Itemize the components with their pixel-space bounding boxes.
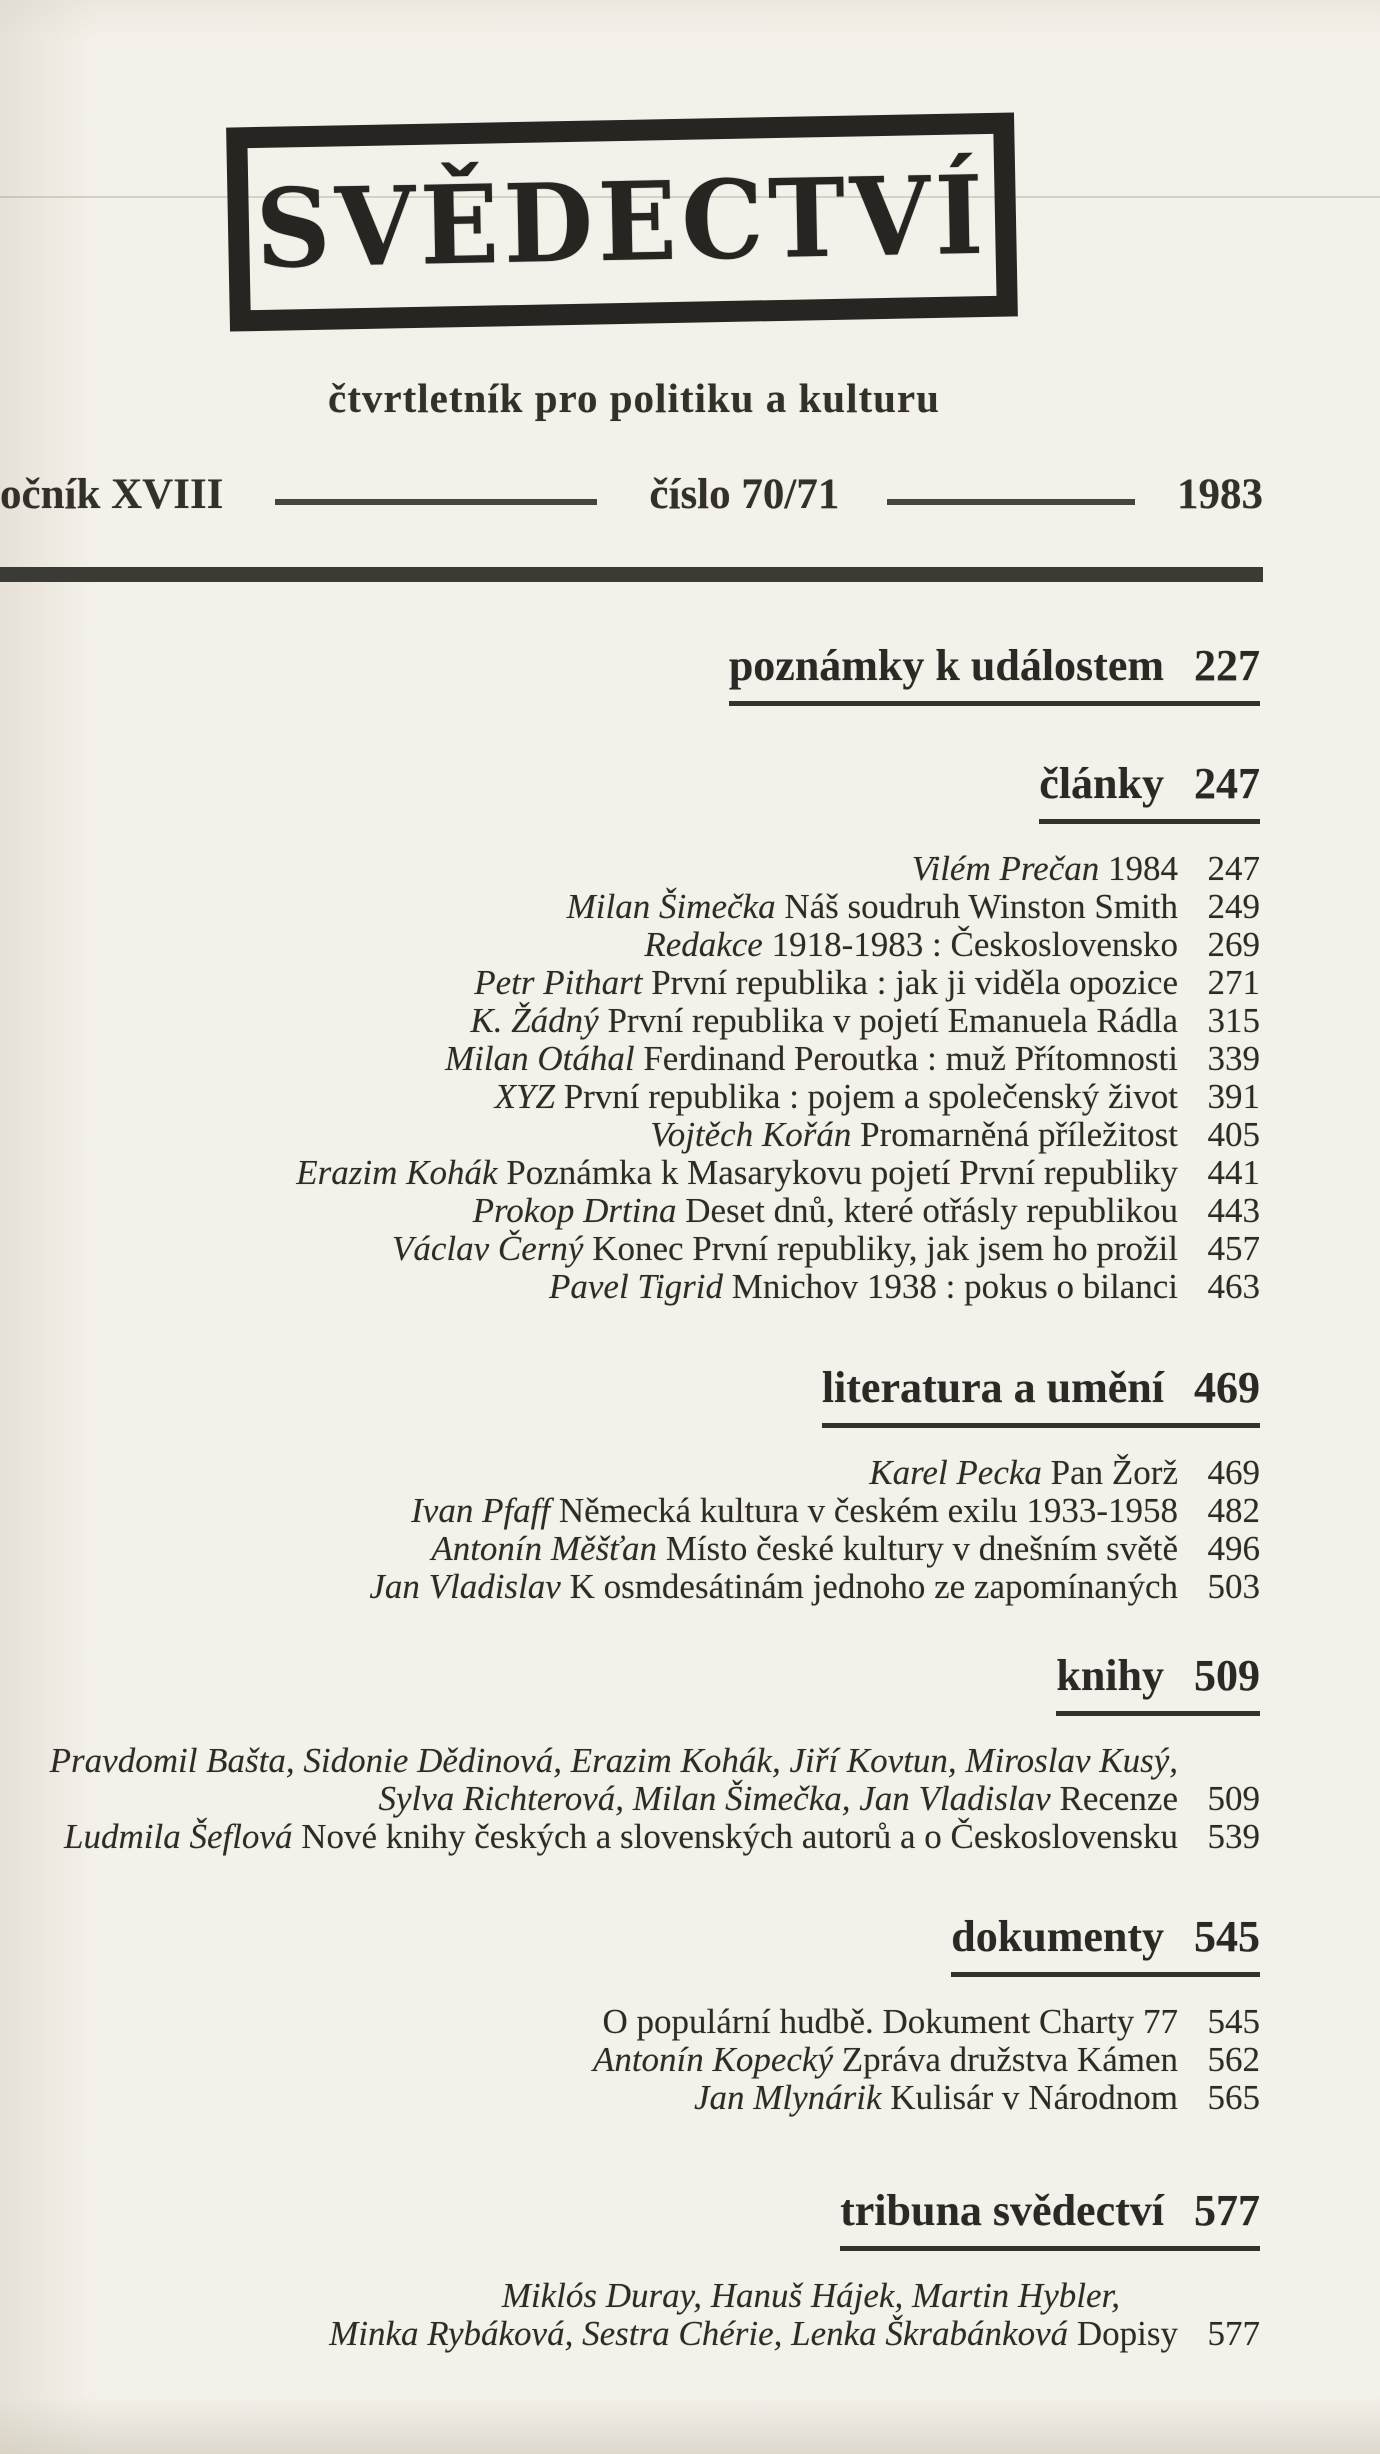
entry-author: Antonín Kopecký bbox=[592, 2040, 833, 2079]
toc-entry bbox=[0, 1230, 1260, 1268]
section-header bbox=[822, 1362, 1260, 1428]
entry-title: První republika : jak ji viděla opozice bbox=[651, 963, 1178, 1002]
section-page-number: 247 bbox=[1194, 759, 1260, 808]
entry-author: Ivan Pfaff bbox=[411, 1491, 551, 1530]
section-header bbox=[1056, 1650, 1260, 1716]
entry-page-number: 249 bbox=[1207, 887, 1260, 926]
section-page-number: 577 bbox=[1194, 2186, 1260, 2235]
section-knihy bbox=[0, 1650, 1260, 1856]
toc-entry bbox=[0, 1116, 1260, 1154]
section-title: literatura a umění bbox=[821, 1363, 1164, 1412]
toc-entry bbox=[0, 1002, 1260, 1040]
entry-page-number: 469 bbox=[1207, 1453, 1260, 1492]
entry-title: Náš soudruh Winston Smith bbox=[784, 887, 1178, 926]
section-page-number: 469 bbox=[1194, 1363, 1260, 1412]
entry-text bbox=[694, 2079, 1178, 2117]
entry-author: Pravdomil Bašta, Sidonie Dědinová, Erazim Kohák, Jiří Kovtun, Miroslav Kusý, bbox=[49, 1741, 1178, 1780]
entry-page-number: 539 bbox=[1207, 1817, 1260, 1856]
entry-title: Kulisár v Národnom bbox=[890, 2078, 1178, 2117]
section-title: tribuna svědectví bbox=[840, 2186, 1164, 2235]
entry-author: Redakce bbox=[644, 925, 763, 964]
entry-text bbox=[473, 1192, 1178, 1230]
entry-page-number: 441 bbox=[1207, 1153, 1260, 1192]
entry-page-number: 496 bbox=[1207, 1529, 1260, 1568]
entry-text bbox=[296, 1154, 1178, 1192]
entry-author: Petr Pithart bbox=[474, 963, 643, 1002]
toc-entry bbox=[0, 926, 1260, 964]
section-entries bbox=[0, 2277, 1260, 2353]
entry-text bbox=[502, 2277, 1120, 2315]
section-header bbox=[951, 1911, 1260, 1977]
section-entries bbox=[0, 2003, 1260, 2117]
section-entries bbox=[0, 1742, 1260, 1856]
entry-page-number: 577 bbox=[1207, 2314, 1260, 2353]
entry-author: Jan Vladislav bbox=[369, 1567, 561, 1606]
section-literatura bbox=[0, 1362, 1260, 1606]
entry-text bbox=[378, 1780, 1178, 1818]
entry-title: Ferdinand Peroutka : muž Přítomnosti bbox=[643, 1039, 1178, 1078]
section-title: články bbox=[1039, 759, 1164, 808]
section-tribuna bbox=[0, 2185, 1260, 2353]
entry-author: Minka Rybáková, Sestra Chérie, Lenka Škrabánková bbox=[329, 2314, 1069, 2353]
entry-page-number: 562 bbox=[1207, 2040, 1260, 2079]
entry-text bbox=[369, 1568, 1178, 1606]
toc-entry bbox=[0, 1742, 1260, 1780]
header-divider-rule bbox=[0, 567, 1263, 582]
table-of-contents bbox=[0, 640, 1260, 2353]
entry-author: Milan Šimečka bbox=[566, 887, 776, 926]
entry-author: Karel Pecka bbox=[869, 1453, 1042, 1492]
entry-title: Poznámka k Masarykovu pojetí První republiky bbox=[506, 1153, 1178, 1192]
toc-entry bbox=[0, 1040, 1260, 1078]
entry-text bbox=[644, 926, 1178, 964]
entry-title: Zpráva družstva Kámen bbox=[841, 2040, 1178, 2079]
entry-title: Konec První republiky, jak jsem ho prožil bbox=[592, 1229, 1178, 1268]
volume-issue-line bbox=[0, 470, 1263, 519]
entry-page-number: 503 bbox=[1207, 1567, 1260, 1606]
section-entries bbox=[0, 850, 1260, 1306]
section-title: knihy bbox=[1056, 1651, 1164, 1700]
section-title: poznámky k událostem bbox=[728, 641, 1164, 690]
toc-entry bbox=[0, 2079, 1260, 2117]
entry-author: Jan Mlynárik bbox=[693, 2078, 882, 2117]
entry-author: Erazim Kohák bbox=[296, 1153, 498, 1192]
entry-page-number: 443 bbox=[1207, 1191, 1260, 1230]
toc-entry bbox=[0, 1268, 1260, 1306]
entry-text bbox=[567, 888, 1178, 926]
entry-author: Ludmila Šeflová bbox=[64, 1817, 293, 1856]
toc-entry bbox=[0, 1454, 1260, 1492]
entry-page-number: 269 bbox=[1207, 925, 1260, 964]
entry-title: Recenze bbox=[1059, 1779, 1178, 1818]
entry-author: Sylva Richterová, Milan Šimečka, Jan Vladislav bbox=[378, 1779, 1051, 1818]
toc-entry bbox=[0, 1780, 1260, 1818]
entry-title: První republika v pojetí Emanuela Rádla bbox=[607, 1001, 1178, 1040]
magazine-title: SVĚDECTVÍ bbox=[254, 151, 990, 293]
entry-text bbox=[411, 1492, 1178, 1530]
masthead-logo-box bbox=[226, 112, 1018, 331]
toc-entry bbox=[0, 1568, 1260, 1606]
entry-text bbox=[431, 1530, 1178, 1568]
toc-entry bbox=[0, 1154, 1260, 1192]
entry-page-number: 405 bbox=[1207, 1115, 1260, 1154]
entry-text bbox=[869, 1454, 1178, 1492]
toc-entry bbox=[0, 1818, 1260, 1856]
entry-text bbox=[603, 2003, 1178, 2041]
toc-entry bbox=[0, 850, 1260, 888]
toc-entry bbox=[0, 2315, 1260, 2353]
entry-title: K osmdesátinám jednoho ze zapomínaných bbox=[569, 1567, 1178, 1606]
toc-entry bbox=[0, 2003, 1260, 2041]
entry-title: Nové knihy českých a slovenských autorů a o Československu bbox=[301, 1817, 1178, 1856]
entry-page-number: 391 bbox=[1207, 1077, 1260, 1116]
entry-text bbox=[593, 2041, 1178, 2079]
entry-text bbox=[445, 1040, 1178, 1078]
entry-page-number: 545 bbox=[1207, 2002, 1260, 2041]
entry-author: Vilém Prečan bbox=[911, 849, 1100, 888]
entry-author: Václav Černý bbox=[391, 1229, 584, 1268]
entry-page-number: 271 bbox=[1207, 963, 1260, 1002]
entry-text bbox=[912, 850, 1178, 888]
entry-text bbox=[50, 1742, 1178, 1780]
entry-text bbox=[495, 1078, 1178, 1116]
entry-page-number: 339 bbox=[1207, 1039, 1260, 1078]
issue-label: číslo 70/71 bbox=[649, 471, 840, 518]
section-poznamky bbox=[0, 640, 1260, 706]
entry-text bbox=[650, 1116, 1178, 1154]
entry-text bbox=[392, 1230, 1178, 1268]
toc-entry bbox=[0, 1078, 1260, 1116]
section-header bbox=[729, 640, 1260, 706]
entry-text bbox=[329, 2315, 1178, 2353]
section-page-number: 227 bbox=[1194, 641, 1260, 690]
toc-entry bbox=[0, 1192, 1260, 1230]
volume-label: očník XVIII bbox=[0, 471, 224, 518]
entry-text bbox=[474, 964, 1178, 1002]
entry-title: 1918-1983 : Československo bbox=[771, 925, 1178, 964]
entry-author: Antonín Měšťan bbox=[431, 1529, 657, 1568]
entry-text bbox=[64, 1818, 1178, 1856]
entry-author: Pavel Tigrid bbox=[549, 1267, 724, 1306]
entry-title: 1984 bbox=[1108, 849, 1178, 888]
toc-entry bbox=[0, 2041, 1260, 2079]
divider-rule bbox=[887, 499, 1135, 505]
entry-text bbox=[470, 1002, 1178, 1040]
toc-entry bbox=[0, 2277, 1260, 2315]
section-page-number: 509 bbox=[1194, 1651, 1260, 1700]
toc-entry bbox=[0, 1492, 1260, 1530]
section-dokumenty bbox=[0, 1911, 1260, 2117]
entry-title: Promarněná příležitost bbox=[860, 1115, 1178, 1154]
toc-entry bbox=[0, 1530, 1260, 1568]
entry-author: Miklós Duray, Hanuš Hájek, Martin Hybler, bbox=[501, 2276, 1120, 2315]
entry-author: XYZ bbox=[494, 1077, 555, 1116]
toc-entry bbox=[0, 964, 1260, 1002]
section-entries bbox=[0, 1454, 1260, 1606]
magazine-subtitle: čtvrtletník pro politiku a kulturu bbox=[328, 375, 940, 421]
toc-entry bbox=[0, 888, 1260, 926]
entry-author: Milan Otáhal bbox=[444, 1039, 635, 1078]
entry-title: Místo české kultury v dnešním světě bbox=[665, 1529, 1178, 1568]
entry-title: Německá kultura v českém exilu 1933-1958 bbox=[558, 1491, 1178, 1530]
entry-title: O populární hudbě. Dokument Charty 77 bbox=[602, 2002, 1178, 2041]
entry-page-number: 509 bbox=[1207, 1779, 1260, 1818]
divider-rule bbox=[275, 499, 597, 505]
entry-title: Dopisy bbox=[1076, 2314, 1178, 2353]
section-clanky bbox=[0, 758, 1260, 1306]
entry-page-number: 565 bbox=[1207, 2078, 1260, 2117]
entry-author: Vojtěch Kořán bbox=[650, 1115, 852, 1154]
entry-page-number: 457 bbox=[1207, 1229, 1260, 1268]
section-title: dokumenty bbox=[951, 1912, 1164, 1961]
entry-page-number: 482 bbox=[1207, 1491, 1260, 1530]
year-label: 1983 bbox=[1177, 471, 1263, 518]
entry-author: Prokop Drtina bbox=[472, 1191, 677, 1230]
entry-page-number: 463 bbox=[1207, 1267, 1260, 1306]
entry-page-number: 247 bbox=[1207, 849, 1260, 888]
entry-author: K. Žádný bbox=[470, 1001, 599, 1040]
section-page-number: 545 bbox=[1194, 1912, 1260, 1961]
entry-title: První republika : pojem a společenský život bbox=[563, 1077, 1178, 1116]
entry-title: Deset dnů, které otřásly republikou bbox=[685, 1191, 1178, 1230]
section-header bbox=[840, 2185, 1260, 2251]
entry-page-number: 315 bbox=[1207, 1001, 1260, 1040]
entry-text bbox=[549, 1268, 1178, 1306]
section-header bbox=[1039, 758, 1260, 824]
entry-title: Pan Žorž bbox=[1050, 1453, 1178, 1492]
entry-title: Mnichov 1938 : pokus o bilanci bbox=[731, 1267, 1178, 1306]
